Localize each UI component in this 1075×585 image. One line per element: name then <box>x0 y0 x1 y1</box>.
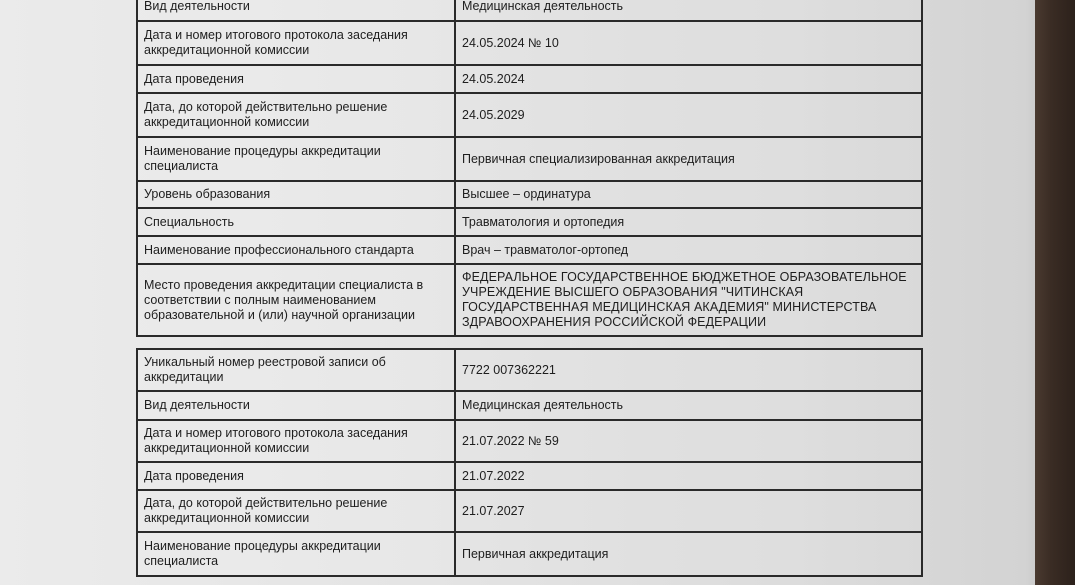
row-value: Травматология и ортопедия <box>455 208 922 236</box>
table-row <box>137 181 922 208</box>
row-label: Уникальный номер реестровой записи об аккредитации <box>137 349 455 391</box>
row-label: Место проведения аккредитации специалиста в соответствии с полным наименованием образовательной и (или) научной организации <box>137 264 455 336</box>
organization-name: ФЕДЕРАЛЬНОЕ ГОСУДАРСТВЕННОЕ БЮДЖЕТНОЕ ОБРАЗОВАТЕЛЬНОЕ УЧРЕЖДЕНИЕ ВЫСШЕГО ОБРАЗОВАНИЯ "ЧИТИНСКАЯ ГОСУДАРСТВЕННАЯ МЕДИЦИНСКАЯ АКАДЕМИЯ" МИНИСТЕРСТВА ЗДРАВООХРАНЕНИЯ РОССИЙСКОЙ ФЕДЕРАЦИИ <box>455 264 922 336</box>
row-label: Наименование профессионального стандарта <box>137 236 455 264</box>
registry-number: 7722 007362221 <box>455 349 922 391</box>
table-row <box>137 93 922 137</box>
table-row <box>137 349 922 391</box>
table-row <box>137 462 922 490</box>
row-label: Дата проведения <box>137 65 455 93</box>
row-value: 21.07.2022 <box>455 462 922 490</box>
table-row <box>137 0 922 21</box>
row-label: Вид деятельности <box>137 0 455 21</box>
row-value: 21.07.2027 <box>455 490 922 532</box>
row-value: Врач – травматолог-ортопед <box>455 236 922 264</box>
accreditation-table-2 <box>136 348 923 577</box>
row-label: Вид деятельности <box>137 391 455 420</box>
row-value: Медицинская деятельность <box>455 391 922 420</box>
row-label: Дата, до которой действительно решение аккредитационной комиссии <box>137 490 455 532</box>
row-value: Первичная специализированная аккредитация <box>455 137 922 181</box>
accreditation-table-1 <box>136 0 923 337</box>
row-label: Специальность <box>137 208 455 236</box>
table-row <box>137 137 922 181</box>
table-row <box>137 236 922 264</box>
table-row <box>137 391 922 420</box>
row-value: 24.05.2029 <box>455 93 922 137</box>
row-label: Наименование процедуры аккредитации специалиста <box>137 532 455 576</box>
table-row <box>137 21 922 65</box>
row-label: Дата и номер итогового протокола заседания аккредитационной комиссии <box>137 21 455 65</box>
row-value: 21.07.2022 № 59 <box>455 420 922 462</box>
table-row <box>137 420 922 462</box>
row-label: Дата и номер итогового протокола заседания аккредитационной комиссии <box>137 420 455 462</box>
row-label: Уровень образования <box>137 181 455 208</box>
row-value: Медицинская деятельность <box>455 0 922 21</box>
row-label: Дата, до которой действительно решение аккредитационной комиссии <box>137 93 455 137</box>
desk-background <box>1035 0 1075 585</box>
table-row <box>137 264 922 336</box>
row-value: Первичная аккредитация <box>455 532 922 576</box>
table-row <box>137 490 922 532</box>
row-label: Наименование процедуры аккредитации специалиста <box>137 137 455 181</box>
row-value: 24.05.2024 <box>455 65 922 93</box>
row-value: 24.05.2024 № 10 <box>455 21 922 65</box>
table-row <box>137 208 922 236</box>
row-value: Высшее – ординатура <box>455 181 922 208</box>
row-label: Дата проведения <box>137 462 455 490</box>
table-row <box>137 65 922 93</box>
table-row <box>137 532 922 576</box>
